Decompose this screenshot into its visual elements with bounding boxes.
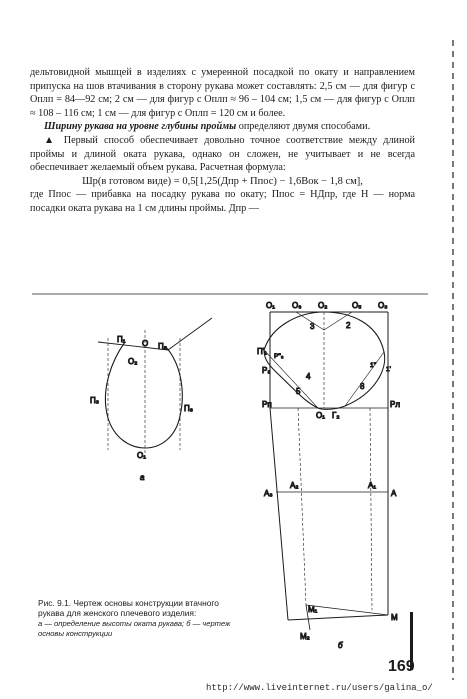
paragraph-2-emphasis: Ширину рукава на уровне глубины проймы (44, 121, 237, 133)
label-b-m1: М₁ (308, 605, 318, 614)
label-b-2: 2 (346, 321, 351, 330)
label-b-o2: О₂ (318, 301, 328, 310)
label-a: а (140, 473, 145, 482)
label-b-o6: О₆ (292, 301, 302, 310)
label-b-o1: О₁ (266, 301, 275, 310)
paragraph-1: дельтовидной мышцей в изделиях с умеренной посадкой по окату и направлением припуска на шов втачивания в сторону рукава может составлять: 2,5 см — для фигур с Оплп = 84—92 см; 2 см — для фигур с Оплп ≈ 96 – 104 см; 1,5 см — для фигур с Оплп ≈ 108 – 116 см; 1 см — для фигур с Оплп = 120 см и более. (30, 67, 415, 119)
label-p1: П₁ (117, 335, 126, 344)
label-b-o3: О₃ (378, 301, 388, 310)
paragraph-3: ▲ Первый способ обеспечивает довольно точное соответствие между длиной проймы и длиной оката рукава, однако он сложен, не учитывает и не всегда обеспечивает желаемый объем рукава. Расчетная формула: (30, 134, 415, 174)
label-o: О (142, 339, 149, 348)
label-b: б (338, 641, 343, 650)
page-edge-dashes (452, 40, 454, 680)
label-o1: О₁ (137, 451, 146, 460)
watermark-url: http://www.liveinternet.ru/users/galina_o/ (206, 683, 433, 693)
caption-title: Рис. 9.1. Чертеж основы конструкции втачного рукава для женского плечевого изделия: (38, 598, 219, 619)
label-b-5: 5 (296, 387, 301, 396)
label-b-3: 3 (310, 322, 315, 331)
caption-sub: а — определение высоты оката рукава; б — чертеж основы конструкции (38, 618, 231, 639)
label-b-8: 8 (360, 382, 365, 391)
label-b-1p: 1' (386, 366, 391, 373)
page-number: 169 (388, 658, 415, 675)
label-b-o5: О₅ (352, 301, 362, 310)
paragraph-2 (30, 120, 415, 134)
formula: Шр(в готовом виде) = 0,5[1,25(Дпр + Ппос) − 1,6Вок − 1,8 см], (82, 175, 363, 187)
label-b-4: 4 (306, 372, 311, 381)
label-b-p3pp: Р''₃ (274, 353, 284, 360)
label-b-a: А (391, 489, 397, 498)
label-b-p1p: П'₁ (257, 347, 267, 356)
label-b-1pp: 1'' (370, 362, 377, 369)
label-p5: П₅ (158, 342, 167, 351)
paragraph-4: где Ппос — прибавка на посадку рукава по окату; Ппос = НДпр, где Н — норма посадки оката рукава на 1 см длины проймы. Дпр — (30, 189, 415, 214)
label-b-a2: А₂ (290, 481, 299, 490)
figure-caption (38, 598, 238, 640)
label-b-o1-bottom: О₁ (316, 411, 325, 420)
body-text (30, 66, 415, 216)
label-p6: П₆ (184, 404, 193, 413)
label-p3: П₃ (90, 396, 100, 405)
label-b-pa: Рп (262, 400, 272, 409)
label-b-a1: А₁ (368, 481, 377, 490)
label-o2: О₂ (128, 357, 138, 366)
label-b-g2: Г₂ (332, 411, 340, 420)
figure-a-drawing (98, 318, 212, 460)
label-b-m: М (391, 613, 398, 622)
label-b-p3: Р₃ (262, 366, 271, 375)
label-b-pl: Рл (390, 400, 401, 409)
paragraph-2-rest: определяют двумя способами. (236, 121, 371, 133)
label-b-m2: М₂ (300, 632, 310, 641)
label-b-a3: А₃ (264, 489, 273, 498)
